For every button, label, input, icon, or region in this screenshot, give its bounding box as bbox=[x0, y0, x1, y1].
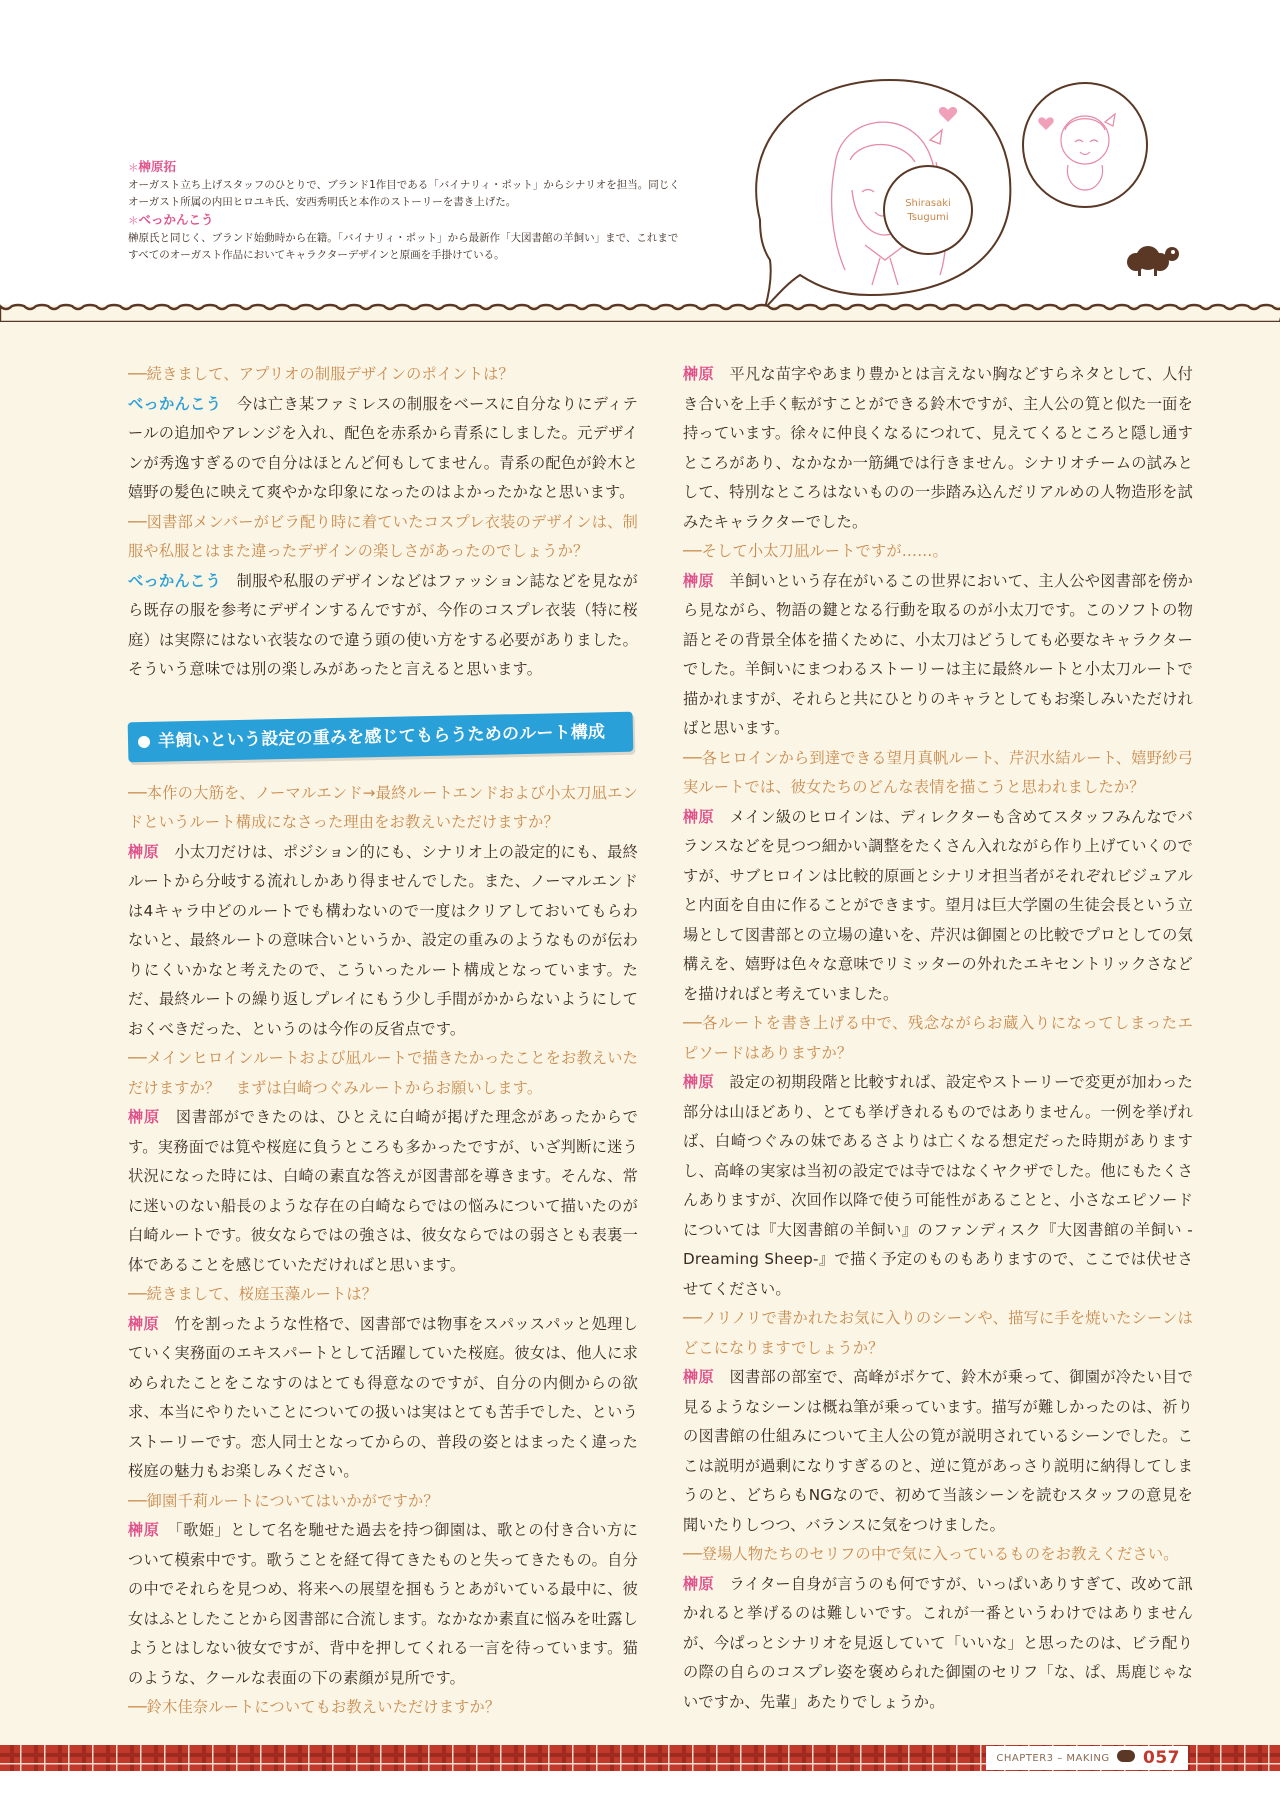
sheep-icon bbox=[1117, 1750, 1135, 1762]
answer-text: 制服や私服のデザインなどはファッション誌などを見ながら既存の服を参考にデザインするんですが、今作のコスプレ衣装（特に桜庭）は実際にはない衣装なので違う頭の使い方をする必要がありました。そういう意味では別の楽しみがあったと言えると思います。 bbox=[128, 571, 639, 678]
answer-text: ライター自身が言うのも何ですが、いっぱいありすぎて、改めて訊かれると挙げるのは難しいです。これが一番というわけではありませんが、今ぱっとシナリオを見返していて「いいな」と思ったのは、ビラ配りの際の自らのコスプレ姿を褒められた御園のセリフ「な、ぱ、馬鹿じゃないですか、先輩」あたりでしょうか。 bbox=[683, 1574, 1193, 1711]
answer-text: 設定の初期段階と比較すれば、設定やストーリーで変更が加わった部分は山ほどあり、とても挙げきれるものではありません。一例を挙げれば、白崎つぐみの妹であるさよりは亡くなる想定だった時期がありますし、高峰の実家は当初の設定では寺ではなくヤクザでした。他にもたくさんありますが、次回作以降で使う可能性があることと、小さなエピソードについては『大図書館の羊飼い』のファンディスク『大図書館の羊飼い -Dreaming Sheep-』で描く予定のものもありますので、ここでは伏せさせてください。 bbox=[683, 1073, 1193, 1298]
profile-bekkankou bbox=[128, 211, 688, 264]
question-text: ──御園千莉ルートについてはいかがですか？ bbox=[128, 1491, 439, 1510]
question-text: ──登場人物たちのセリフの中で気に入っているものをお教えください。 bbox=[683, 1545, 1179, 1563]
right-column bbox=[683, 360, 1193, 1717]
qa-block bbox=[128, 779, 638, 1723]
question-text: ──そして小太刀凪ルートですが……。 bbox=[683, 542, 948, 560]
answer bbox=[128, 1103, 638, 1280]
question bbox=[128, 508, 638, 567]
question bbox=[683, 1540, 1193, 1570]
answer-text: 「歌姫」として名を馳せた過去を持つ御園は、歌との付き合い方について模索中です。歌うことを経て得てきたものと失ってきたもの。自分の中でそれらを見つめ、将来への展望を掴もうとあがいている最中に、彼女はふとしたことから図書部に合流します。なかなか素直に悩みを吐露しようとはしない彼女ですが、背中を押してくれる一言を待っています。猫のような、クールな表面の下の素顔が見所です。 bbox=[128, 1521, 638, 1687]
question bbox=[683, 1009, 1193, 1068]
question bbox=[683, 744, 1193, 803]
section-heading-text: 羊飼いという設定の重みを感じてもらうためのルート構成 bbox=[157, 721, 606, 752]
question-text: ──続きまして、桜庭玉藻ルートは？ bbox=[128, 1285, 378, 1303]
bullet-icon bbox=[138, 735, 150, 747]
speaker-label: 榊原 bbox=[128, 842, 159, 861]
answer bbox=[683, 360, 1193, 537]
art-label-line2: Tsugumi bbox=[907, 212, 949, 223]
header-area bbox=[0, 0, 1280, 320]
answer-text: 図書部の部室で、高峰がボケて、鈴木が乗って、御園が冷たい目で見るようなシーンは概ね筆が乗っています。描写が難しかったのは、祈りの図書館の仕組みについて主人公の筧が説明されているシーンでした。ここは説明が過剰になりすぎるのと、逆に筧があっさり説明に納得してしまうのと、どちらもNGなので、初めて当該シーンを読むスタッフの意見を聞いたりしつつ、バランスに気をつけました。 bbox=[683, 1368, 1194, 1534]
section-heading-wrap bbox=[128, 695, 638, 779]
speaker-label: 榊原 bbox=[128, 1108, 160, 1126]
answer-text: メイン級のヒロインは、ディレクターも含めてスタッフみんなでバランスなどを見つつ細かい調整をたくさん入れながら作り上げていくのですが、サブヒロインは比較的原画とシナリオ担当者がそれぞれビジュアルと内面を自由に作ることができます。望月は巨大学園の生徒会長という立場として図書部との立場の違いを、芹沢は御園との比較でプロとしての気構えを、嬉野は色々な意味でリミッターの外れたエキセントリックさなどを描ければと考えていました。 bbox=[683, 807, 1193, 1003]
speaker-label: 榊原 bbox=[683, 1368, 714, 1386]
answer bbox=[683, 1363, 1193, 1540]
answer bbox=[128, 838, 638, 1045]
question bbox=[128, 779, 638, 838]
profile-bio: 榊原氏と同じく、ブランド始動時から在籍。「バイナリィ・ポット」から最新作「大図書館の羊飼い」まで、これまですべてのオーガスト作品においてキャラクターデザインと原画を手掛けている。 bbox=[128, 232, 679, 261]
profile-sakakibara bbox=[128, 158, 688, 211]
speaker-label: 榊原 bbox=[128, 1314, 159, 1333]
question bbox=[128, 1487, 638, 1517]
answer-text: 今は亡き某ファミレスの制服をベースに自分なりにディテールの追加やアレンジを入れ、配色を赤系から青系にしました。元デザインが秀逸すぎるので自分はほとんど何もしてません。青系の配色が鈴木と嬉野の髪色に映えて爽やかな印象になったのはよかったかなと思います。 bbox=[128, 394, 639, 501]
question bbox=[128, 360, 638, 390]
profile-name: 榊原拓 bbox=[138, 159, 177, 174]
question-text: ──各ルートを書き上げる中で、残念ながらお蔵入りになってしまったエピソードはありますか？ bbox=[683, 1014, 1193, 1062]
answer bbox=[128, 1516, 638, 1693]
section-heading bbox=[128, 711, 634, 762]
answer bbox=[128, 1310, 638, 1487]
character-illustration bbox=[740, 70, 1180, 320]
speaker-label: べっかんこう bbox=[128, 394, 222, 413]
question bbox=[128, 1693, 638, 1723]
footer-separator: – bbox=[1057, 1753, 1063, 1764]
wavy-divider bbox=[0, 292, 1280, 322]
speaker-label: 榊原 bbox=[683, 571, 714, 590]
question bbox=[683, 1304, 1193, 1363]
question-text: ──図書部メンバーがビラ配り時に着ていたコスプレ衣装のデザインは、制服や私服とはまた違ったデザインの楽しさがあったのでしょうか？ bbox=[128, 512, 638, 560]
speaker-label: 榊原 bbox=[683, 1574, 714, 1593]
question-text: ──本作の大筋を、ノーマルエンド→最終ルートエンドおよび小太刀凪エンドというルート構成になさった理由をお教えいただけますか？ bbox=[128, 783, 638, 831]
answer-text: 図書部ができたのは、ひとえに白崎が掲げた理念があったからです。実務面では筧や桜庭に負うところも多かったですが、いざ判断に迷う状況になった時には、白崎の素直な答えが図書部を導きます。そんな、常に迷いのない船長のような存在の白崎ならではの悩みについて描いたのが白崎ルートです。彼女ならではの強さは、彼女ならではの弱さとも表裏一体であることを感じていただければと思います。 bbox=[128, 1108, 638, 1274]
answer-text: 竹を割ったような性格で、図書部では物事をスパッスパッと処理していく実務面のエキスパートとして活躍していた桜庭。彼女は、他人に求められたことをこなすのはとても得意なのですが、自分の内側からの欲求、本当にやりたいことについての扱いは実はとても苦手でした、というストーリーです。恋人同士となってからの、普段の姿とはまったく違った桜庭の魅力もお楽しみください。 bbox=[128, 1314, 638, 1480]
answer bbox=[128, 567, 638, 685]
profile-bio: オーガスト立ち上げスタッフのひとりで、ブランド1作目である「バイナリィ・ポット」からシナリオを担当。同じくオーガスト所属の内田ヒロユキ氏、安西秀明氏と本作のストーリーを書き上げた。 bbox=[128, 179, 680, 208]
staff-profiles bbox=[128, 158, 688, 264]
qa-block bbox=[683, 360, 1193, 1717]
answer bbox=[683, 567, 1193, 744]
question bbox=[128, 1280, 638, 1310]
question-text: ──ノリノリで書かれたお気に入りのシーンや、描写に手を焼いたシーンはどこになりますでしょうか？ bbox=[683, 1309, 1193, 1357]
speaker-label: 榊原 bbox=[683, 1073, 714, 1091]
answer-text: 小太刀だけは、ポジション的にも、シナリオ上の設定的にも、最終ルートから分岐する流れしかあり得ませんでした。また、ノーマルエンドは4キャラ中どのルートでも構わないので一度はクリアしておいてもらわないと、最終ルートの意味合いというか、設定の重みのようなものが伝わりにくいかなと考えたので、こういったルート構成となっています。ただ、最終ルートの繰り返しプレイにもう少し手間がかからないようにしておくべきだった、というのは今作の反省点です。 bbox=[128, 842, 638, 1038]
left-column bbox=[128, 360, 638, 1723]
question bbox=[128, 1044, 638, 1103]
question-text: ──続きまして、アプリオの制服デザインのポイントは？ bbox=[128, 365, 514, 383]
page-number: 057 bbox=[1143, 1748, 1180, 1768]
footer-section: MAKING bbox=[1066, 1753, 1110, 1764]
question-text: ──各ヒロインから到達できる望月真帆ルート、芹沢水結ルート、嬉野紗弓実ルートでは、彼女たちのどんな表情を描こうと思われましたか？ bbox=[683, 748, 1193, 796]
speaker-label: 榊原 bbox=[683, 365, 714, 383]
art-label-line1: Shirasaki bbox=[905, 198, 951, 209]
question-text: ──鈴木佳奈ルートについてもお教えいただけますか？ bbox=[128, 1698, 501, 1716]
footer-chapter: CHAPTER3 bbox=[996, 1753, 1054, 1764]
question bbox=[683, 537, 1193, 567]
page-footer bbox=[986, 1746, 1188, 1770]
answer bbox=[683, 1068, 1193, 1304]
answer bbox=[128, 390, 638, 508]
speaker-label: 榊原 bbox=[128, 1521, 160, 1539]
question-text: ──メインヒロインルートおよび凪ルートで描きたかったことをお教えいただけますか？ まずは白崎つぐみルートからお願いします。 bbox=[128, 1049, 638, 1097]
qa-block bbox=[128, 360, 638, 685]
profile-name: べっかんこう bbox=[138, 212, 214, 227]
answer-text: 平凡な苗字やあまり豊かとは言えない胸などすらネタとして、人付き合いを上手く転がすことができる鈴木ですが、主人公の筧と似た一面を持っています。徐々に仲良くなるにつれて、見えてくるところと隠し通すところがあり、なかなか一筋縄では行きません。シナリオチームの試みとして、特別なところはないものの一歩踏み込んだリアルめの人物造形を試みたキャラクターでした。 bbox=[683, 365, 1193, 531]
answer-text: 羊飼いという存在がいるこの世界において、主人公や図書部を傍から見ながら、物語の鍵となる行動を取るのが小太刀です。このソフトの物語とその背景全体を描くために、小太刀はどうしても必要なキャラクターでした。羊飼いにまつわるストーリーは主に最終ルートと小太刀ルートで描かれますが、それらと共にひとりのキャラとしてもお楽しみいただければと思います。 bbox=[683, 571, 1193, 737]
speaker-label: 榊原 bbox=[683, 807, 715, 826]
sheep-icon bbox=[1127, 246, 1179, 276]
answer bbox=[683, 803, 1193, 1010]
bullet-icon: ＊ bbox=[128, 215, 139, 227]
speaker-label: べっかんこう bbox=[128, 571, 222, 590]
bullet-icon: ＊ bbox=[128, 162, 139, 174]
answer bbox=[683, 1570, 1193, 1718]
